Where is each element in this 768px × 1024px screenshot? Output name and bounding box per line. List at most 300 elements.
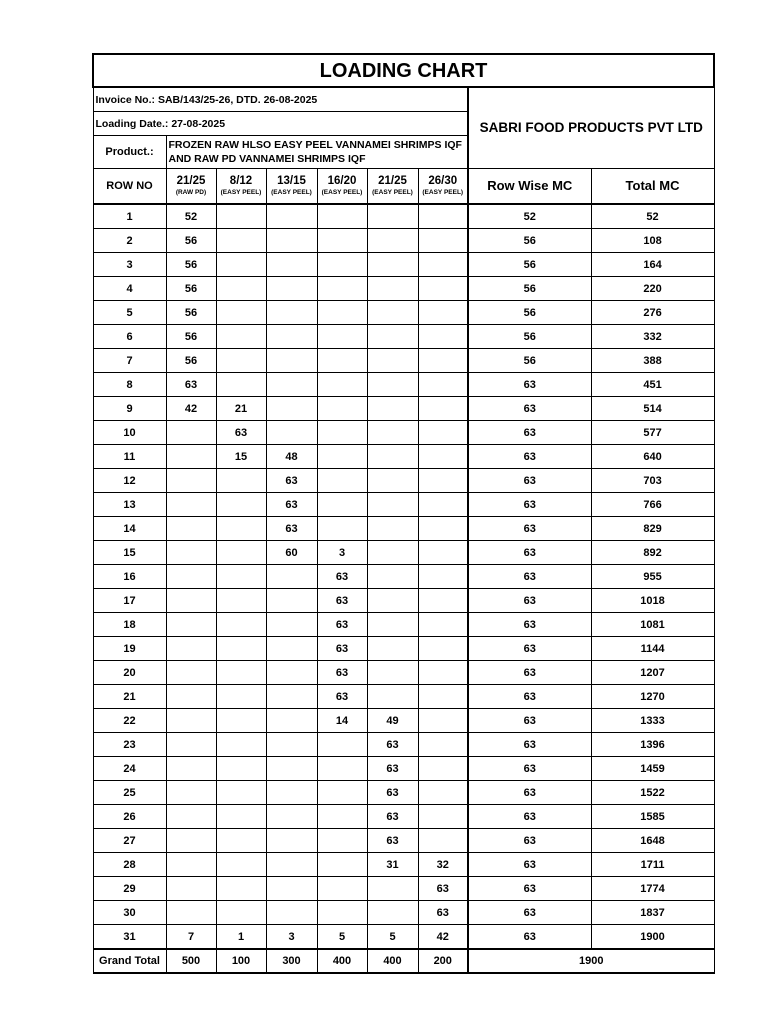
grade-qty-cell <box>317 517 367 541</box>
grade-qty-cell <box>216 253 266 277</box>
grade-qty-cell: 63 <box>317 637 367 661</box>
grade-qty-cell <box>367 204 418 229</box>
total-mc-cell: 1585 <box>591 805 714 829</box>
grade-qty-cell <box>418 253 468 277</box>
grade-qty-cell: 56 <box>166 253 216 277</box>
grade-qty-cell: 63 <box>317 565 367 589</box>
grade-qty-cell <box>367 325 418 349</box>
row-number-cell: 26 <box>93 805 166 829</box>
row-number-cell: 24 <box>93 757 166 781</box>
table-row <box>93 493 714 517</box>
table-row <box>93 925 714 950</box>
row-wise-mc-cell: 63 <box>468 517 591 541</box>
grade-qty-cell <box>266 829 317 853</box>
grade-qty-cell: 1 <box>216 925 266 950</box>
header-row-wise-mc: Row Wise MC <box>468 169 591 205</box>
total-mc-cell: 1270 <box>591 685 714 709</box>
total-mc-cell: 955 <box>591 565 714 589</box>
grade-qty-cell: 63 <box>367 805 418 829</box>
total-mc-cell: 1711 <box>591 853 714 877</box>
grade-qty-cell <box>216 204 266 229</box>
row-wise-mc-cell: 56 <box>468 277 591 301</box>
table-row <box>93 541 714 565</box>
table-row <box>93 589 714 613</box>
page-title: LOADING CHART <box>93 54 714 87</box>
total-mc-cell: 829 <box>591 517 714 541</box>
table-row <box>93 301 714 325</box>
total-mc-cell: 1900 <box>591 925 714 950</box>
grade-qty-cell: 63 <box>367 733 418 757</box>
row-wise-mc-cell: 63 <box>468 757 591 781</box>
grade-qty-cell <box>166 589 216 613</box>
grade-qty-cell: 60 <box>266 541 317 565</box>
grade-qty-cell: 63 <box>317 661 367 685</box>
grade-qty-cell <box>418 637 468 661</box>
total-mc-cell: 1333 <box>591 709 714 733</box>
product-line-1: FROZEN RAW HLSO EASY PEEL VANNAMEI SHRIMPS IQF <box>168 139 462 151</box>
row-number-cell: 29 <box>93 877 166 901</box>
grade-qty-cell <box>418 397 468 421</box>
row-wise-mc-cell: 56 <box>468 229 591 253</box>
table-row <box>93 565 714 589</box>
grade-qty-cell <box>216 325 266 349</box>
grade-size: 21/25 <box>176 175 206 187</box>
grade-qty-cell <box>166 877 216 901</box>
grade-qty-cell <box>317 325 367 349</box>
header-total-mc: Total MC <box>591 169 714 205</box>
row-number-cell: 9 <box>93 397 166 421</box>
row-wise-mc-cell: 56 <box>468 253 591 277</box>
row-number-cell: 6 <box>93 325 166 349</box>
grade-type: (EASY PEEL) <box>220 189 262 196</box>
grade-qty-cell <box>367 469 418 493</box>
grade-qty-cell <box>367 349 418 373</box>
row-number-cell: 7 <box>93 349 166 373</box>
grade-qty-cell <box>317 301 367 325</box>
grade-size: 13/15 <box>277 175 306 187</box>
grade-qty-cell <box>216 829 266 853</box>
table-row <box>93 709 714 733</box>
grade-qty-cell <box>317 781 367 805</box>
table-row <box>93 637 714 661</box>
total-mc-cell: 1837 <box>591 901 714 925</box>
row-number-cell: 16 <box>93 565 166 589</box>
row-number-cell: 10 <box>93 421 166 445</box>
table-row <box>93 901 714 925</box>
table-row <box>93 253 714 277</box>
total-mc-cell: 577 <box>591 421 714 445</box>
grade-qty-cell <box>317 421 367 445</box>
grade-type: (EASY PEEL) <box>321 189 363 196</box>
row-number-cell: 12 <box>93 469 166 493</box>
grade-qty-cell <box>317 277 367 301</box>
row-wise-mc-cell: 63 <box>468 709 591 733</box>
grade-qty-cell <box>367 565 418 589</box>
grade-qty-cell <box>418 469 468 493</box>
grade-qty-cell <box>166 757 216 781</box>
grade-qty-cell: 15 <box>216 445 266 469</box>
table-row <box>93 877 714 901</box>
header-grade-6 <box>418 169 468 205</box>
grade-qty-cell <box>166 493 216 517</box>
table-row <box>93 733 714 757</box>
grade-qty-cell: 63 <box>367 829 418 853</box>
grade-qty-cell <box>266 204 317 229</box>
grade-qty-cell <box>418 541 468 565</box>
grade-qty-cell: 63 <box>418 901 468 925</box>
grade-qty-cell: 31 <box>367 853 418 877</box>
table-row <box>93 445 714 469</box>
total-mc-cell: 276 <box>591 301 714 325</box>
grade-qty-cell <box>367 901 418 925</box>
grade-qty-cell <box>166 469 216 493</box>
row-wise-mc-cell: 63 <box>468 397 591 421</box>
grade-qty-cell: 56 <box>166 325 216 349</box>
grade-qty-cell <box>418 517 468 541</box>
grade-qty-cell <box>216 781 266 805</box>
grade-qty-cell <box>216 349 266 373</box>
grade-qty-cell <box>367 493 418 517</box>
row-wise-mc-cell: 56 <box>468 349 591 373</box>
row-number-cell: 27 <box>93 829 166 853</box>
total-mc-cell: 1522 <box>591 781 714 805</box>
grade-qty-cell <box>418 349 468 373</box>
row-number-cell: 20 <box>93 661 166 685</box>
grade-qty-cell: 5 <box>317 925 367 950</box>
loading-date-cell <box>93 112 468 136</box>
grade-qty-cell <box>367 301 418 325</box>
row-wise-mc-cell: 63 <box>468 421 591 445</box>
row-wise-mc-cell: 63 <box>468 637 591 661</box>
company-name: SABRI FOOD PRODUCTS PVT LTD <box>468 87 714 169</box>
grade-qty-cell <box>216 589 266 613</box>
table-row <box>93 685 714 709</box>
row-number-cell: 18 <box>93 613 166 637</box>
row-wise-mc-cell: 63 <box>468 853 591 877</box>
grade-qty-cell <box>216 373 266 397</box>
row-wise-mc-cell: 63 <box>468 565 591 589</box>
grade-qty-cell <box>367 421 418 445</box>
grade-qty-cell <box>418 277 468 301</box>
loading-chart-table <box>92 53 715 974</box>
total-mc-cell: 108 <box>591 229 714 253</box>
table-row <box>93 421 714 445</box>
grade-qty-cell <box>166 661 216 685</box>
grade-qty-cell <box>216 613 266 637</box>
grade-qty-cell: 63 <box>418 877 468 901</box>
grade-qty-cell: 63 <box>317 613 367 637</box>
grade-qty-cell <box>317 829 367 853</box>
grade-qty-cell <box>216 685 266 709</box>
grade-type: (EASY PEEL) <box>271 189 312 196</box>
grade-qty-cell: 56 <box>166 277 216 301</box>
grade-size: 21/25 <box>378 175 407 187</box>
grade-qty-cell <box>266 373 317 397</box>
grade-qty-cell <box>266 397 317 421</box>
product-line-2: AND RAW PD VANNAMEI SHRIMPS IQF <box>168 153 366 165</box>
grade-qty-cell <box>266 685 317 709</box>
grade-type: (EASY PEEL) <box>422 189 464 196</box>
grade-qty-cell <box>216 757 266 781</box>
grade-qty-cell <box>166 805 216 829</box>
grade-qty-cell <box>216 709 266 733</box>
grade-qty-cell <box>266 733 317 757</box>
row-number-cell: 19 <box>93 637 166 661</box>
grade-qty-cell <box>266 421 317 445</box>
product-label: Product.: <box>93 136 166 169</box>
total-mc-cell: 220 <box>591 277 714 301</box>
grade-qty-cell <box>367 637 418 661</box>
grade-qty-cell <box>266 253 317 277</box>
grade-qty-cell <box>367 277 418 301</box>
total-mc-cell: 1774 <box>591 877 714 901</box>
grade-qty-cell <box>166 517 216 541</box>
row-wise-mc-cell: 63 <box>468 445 591 469</box>
grade-qty-cell <box>216 229 266 253</box>
total-mc-cell: 640 <box>591 445 714 469</box>
grade-qty-cell <box>266 853 317 877</box>
grade-qty-cell: 56 <box>166 229 216 253</box>
grade-size: 16/20 <box>327 175 357 187</box>
grade-qty-cell <box>166 733 216 757</box>
grade-qty-cell <box>317 493 367 517</box>
grade-qty-cell <box>216 853 266 877</box>
row-wise-mc-cell: 63 <box>468 901 591 925</box>
grade-qty-cell <box>166 709 216 733</box>
grade-qty-cell <box>216 277 266 301</box>
row-wise-mc-cell: 63 <box>468 373 591 397</box>
row-wise-mc-cell: 63 <box>468 661 591 685</box>
grade-qty-cell: 63 <box>266 469 317 493</box>
grade-qty-cell <box>216 517 266 541</box>
total-mc-cell: 703 <box>591 469 714 493</box>
total-mc-cell: 514 <box>591 397 714 421</box>
row-wise-mc-cell: 63 <box>468 805 591 829</box>
grade-qty-cell <box>418 373 468 397</box>
grade-qty-cell <box>166 853 216 877</box>
header-grade-2 <box>216 169 266 205</box>
row-number-cell: 11 <box>93 445 166 469</box>
grand-total-label: Grand Total <box>93 949 166 973</box>
grade-qty-cell: 63 <box>266 517 317 541</box>
grade-qty-cell: 63 <box>266 493 317 517</box>
grade-qty-cell <box>367 685 418 709</box>
grade-qty-cell <box>418 781 468 805</box>
grade-qty-cell <box>266 229 317 253</box>
header-grade-5 <box>367 169 418 205</box>
grade-qty-cell <box>266 301 317 325</box>
grade-qty-cell <box>317 901 367 925</box>
grade-qty-cell <box>367 253 418 277</box>
header-grade-4 <box>317 169 367 205</box>
grade-qty-cell <box>418 565 468 589</box>
total-mc-cell: 332 <box>591 325 714 349</box>
table-row <box>93 829 714 853</box>
row-number-cell: 13 <box>93 493 166 517</box>
grade-qty-cell <box>266 661 317 685</box>
grade-qty-cell <box>216 661 266 685</box>
table-row <box>93 469 714 493</box>
table-row <box>93 805 714 829</box>
total-mc-cell: 1018 <box>591 589 714 613</box>
grade-qty-cell <box>317 733 367 757</box>
product-description <box>166 136 468 169</box>
grade-qty-cell <box>266 757 317 781</box>
grade-qty-cell: 42 <box>166 397 216 421</box>
table-row <box>93 397 714 421</box>
grade-qty-cell <box>166 565 216 589</box>
total-mc-cell: 388 <box>591 349 714 373</box>
grade-qty-cell <box>418 613 468 637</box>
grade-qty-cell <box>166 685 216 709</box>
grade-qty-cell <box>216 733 266 757</box>
grand-total-grade-cell: 200 <box>418 949 468 973</box>
grade-qty-cell <box>166 613 216 637</box>
grade-qty-cell: 56 <box>166 349 216 373</box>
loading-date-value: 27-08-2025 <box>171 117 226 130</box>
grade-qty-cell: 21 <box>216 397 266 421</box>
grade-qty-cell <box>418 445 468 469</box>
grade-qty-cell <box>266 589 317 613</box>
row-number-cell: 17 <box>93 589 166 613</box>
grade-size: 8/12 <box>229 175 253 187</box>
grade-qty-cell <box>418 421 468 445</box>
grade-qty-cell: 63 <box>166 373 216 397</box>
total-mc-cell: 1207 <box>591 661 714 685</box>
total-mc-cell: 52 <box>591 204 714 229</box>
table-row <box>93 349 714 373</box>
grade-qty-cell: 5 <box>367 925 418 950</box>
grade-qty-cell <box>367 229 418 253</box>
grade-qty-cell <box>418 325 468 349</box>
total-mc-cell: 1648 <box>591 829 714 853</box>
table-row <box>93 204 714 229</box>
table-row <box>93 781 714 805</box>
grade-qty-cell <box>317 349 367 373</box>
grade-qty-cell <box>418 733 468 757</box>
grade-qty-cell <box>266 277 317 301</box>
grade-qty-cell <box>216 637 266 661</box>
total-mc-cell: 1081 <box>591 613 714 637</box>
row-wise-mc-cell: 63 <box>468 493 591 517</box>
grade-size: 26/30 <box>428 175 458 187</box>
grade-qty-cell: 42 <box>418 925 468 950</box>
total-mc-cell: 164 <box>591 253 714 277</box>
grade-type: (EASY PEEL) <box>372 189 413 196</box>
loading-date-label: Loading Date.: <box>95 117 169 130</box>
total-mc-cell: 1459 <box>591 757 714 781</box>
grade-qty-cell <box>166 901 216 925</box>
invoice-label: Invoice No.: <box>95 93 156 106</box>
total-mc-cell: 892 <box>591 541 714 565</box>
grade-qty-cell: 63 <box>317 589 367 613</box>
grade-qty-cell <box>216 901 266 925</box>
grade-qty-cell <box>317 373 367 397</box>
grade-qty-cell <box>317 204 367 229</box>
row-number-cell: 23 <box>93 733 166 757</box>
grade-qty-cell <box>216 877 266 901</box>
row-number-cell: 3 <box>93 253 166 277</box>
grade-qty-cell <box>216 565 266 589</box>
grade-qty-cell <box>418 229 468 253</box>
grand-total-row <box>93 949 714 973</box>
grand-total-grade-cell: 400 <box>317 949 367 973</box>
row-wise-mc-cell: 52 <box>468 204 591 229</box>
grade-qty-cell <box>266 877 317 901</box>
grade-qty-cell <box>317 445 367 469</box>
grade-qty-cell <box>418 204 468 229</box>
grade-type: (RAW PD) <box>175 189 207 196</box>
grand-total-value: 1900 <box>468 949 714 973</box>
table-row <box>93 229 714 253</box>
row-wise-mc-cell: 63 <box>468 685 591 709</box>
grade-qty-cell <box>216 493 266 517</box>
grand-total-grade-cell: 400 <box>367 949 418 973</box>
grade-qty-cell: 52 <box>166 204 216 229</box>
grade-qty-cell: 3 <box>317 541 367 565</box>
row-wise-mc-cell: 63 <box>468 829 591 853</box>
row-wise-mc-cell: 63 <box>468 781 591 805</box>
row-number-cell: 4 <box>93 277 166 301</box>
grade-qty-cell <box>317 397 367 421</box>
row-wise-mc-cell: 63 <box>468 469 591 493</box>
grade-qty-cell <box>166 829 216 853</box>
row-wise-mc-cell: 63 <box>468 589 591 613</box>
grade-qty-cell <box>418 589 468 613</box>
grade-qty-cell: 63 <box>216 421 266 445</box>
row-number-cell: 14 <box>93 517 166 541</box>
grade-qty-cell <box>367 661 418 685</box>
grade-qty-cell: 14 <box>317 709 367 733</box>
grade-qty-cell <box>216 301 266 325</box>
grade-qty-cell: 32 <box>418 853 468 877</box>
grade-qty-cell <box>317 469 367 493</box>
grade-qty-cell <box>166 445 216 469</box>
table-row <box>93 661 714 685</box>
grand-total-grade-cell: 100 <box>216 949 266 973</box>
grade-qty-cell <box>418 493 468 517</box>
grade-qty-cell <box>418 757 468 781</box>
grade-qty-cell <box>317 757 367 781</box>
grade-qty-cell <box>266 349 317 373</box>
grade-qty-cell <box>418 805 468 829</box>
row-number-cell: 5 <box>93 301 166 325</box>
table-row <box>93 517 714 541</box>
grade-qty-cell <box>166 421 216 445</box>
grade-qty-cell <box>367 517 418 541</box>
invoice-value: SAB/143/25-26, DTD. 26-08-2025 <box>157 93 318 106</box>
grade-qty-cell <box>418 685 468 709</box>
grade-qty-cell <box>216 469 266 493</box>
row-number-cell: 25 <box>93 781 166 805</box>
grade-qty-cell <box>317 253 367 277</box>
invoice-cell <box>93 87 468 112</box>
row-number-cell: 30 <box>93 901 166 925</box>
row-number-cell: 15 <box>93 541 166 565</box>
row-number-cell: 1 <box>93 204 166 229</box>
row-number-cell: 31 <box>93 925 166 950</box>
grade-qty-cell <box>266 709 317 733</box>
grand-total-grade-cell: 300 <box>266 949 317 973</box>
header-grade-1 <box>166 169 216 205</box>
table-row <box>93 853 714 877</box>
grade-qty-cell <box>418 661 468 685</box>
row-wise-mc-cell: 56 <box>468 325 591 349</box>
grade-qty-cell <box>418 709 468 733</box>
grade-qty-cell <box>367 541 418 565</box>
grade-qty-cell: 48 <box>266 445 317 469</box>
grade-qty-cell: 63 <box>317 685 367 709</box>
